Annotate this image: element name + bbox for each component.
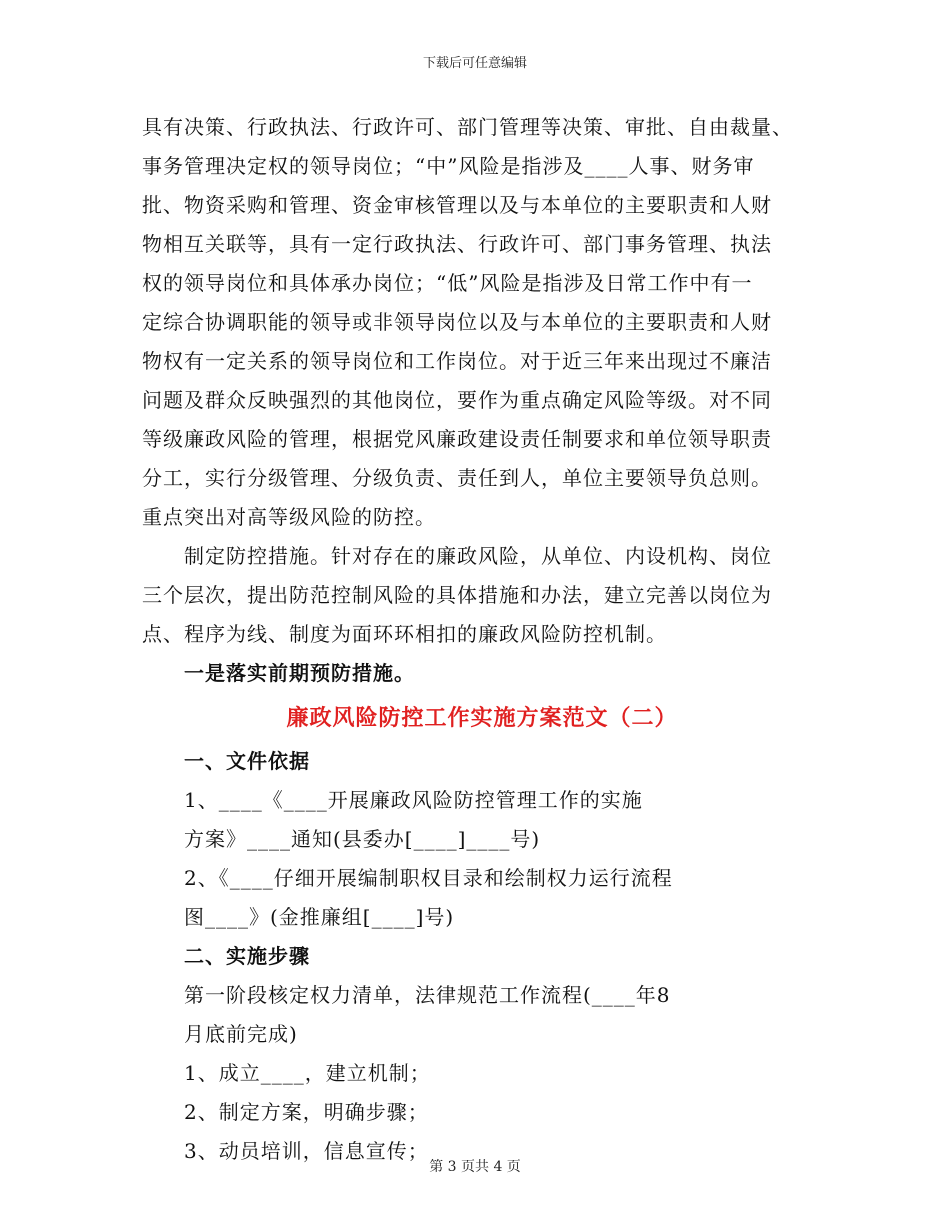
paragraph-line: 三个层次，提出防范控制风险的具体措施和办法，建立完善以岗位为 (142, 583, 772, 607)
step-item: 2、制定方案，明确步骤； (184, 1100, 429, 1124)
paragraph-line: 权的领导岗位和具体承办岗位；“低”风险是指涉及日常工作中有一 (142, 271, 753, 295)
reference-item: 2、《____仔细开展编制职权目录和绘制权力运行流程 (184, 866, 673, 890)
page-footer: 第 3 页共 4 页 (429, 1159, 521, 1175)
step-item: 3、动员培训，信息宣传； (184, 1139, 429, 1163)
paragraph-line: 分工，实行分级管理、分级负责、责任到人，单位主要领导负总则。 (142, 466, 772, 490)
paragraph-line: 等级廉政风险的管理，根据党风廉政建设责任制要求和单位领导职责 (142, 427, 772, 451)
paragraph-line: 问题及群众反映强烈的其他岗位，要作为重点确定风险等级。对不同 (142, 388, 772, 412)
reference-item-continued: 方案》____通知(县委办[____]____号) (184, 827, 541, 851)
paragraph-line: 具有决策、行政执法、行政许可、部门管理等决策、审批、自由裁量、 (142, 115, 793, 139)
paragraph-line: 物相互关联等，具有一定行政执法、行政许可、部门事务管理、执法 (142, 232, 772, 256)
paragraph-line: 定综合协调职能的领导或非领导岗位以及与本单位的主要职责和人财 (142, 310, 772, 334)
document-body (142, 108, 822, 1171)
bold-subheading: 一是落实前期预防措施。 (184, 661, 415, 685)
paragraph-line: 点、程序为线、制度为面环环相扣的廉政风险防控机制。 (142, 622, 667, 646)
stage-line-continued: 月底前完成) (184, 1022, 298, 1046)
stage-line: 第一阶段核定权力清单，法律规范工作流程(____年8 (184, 983, 671, 1007)
paragraph-line: 重点突出对高等级风险的防控。 (142, 505, 436, 529)
section1-heading: 一、文件依据 (184, 749, 310, 773)
section2-heading: 二、实施步骤 (184, 944, 310, 968)
paragraph-line: 制定防控措施。针对存在的廉政风险，从单位、内设机构、岗位 (184, 544, 772, 568)
page-header: 下载后可任意编辑 (422, 56, 527, 71)
section-title: 廉政风险防控工作实施方案范文（二） (286, 705, 678, 731)
step-item: 1、成立____，建立机制； (184, 1061, 431, 1085)
paragraph-line: 批、物资采购和管理、资金审核管理以及与本单位的主要职责和人财 (142, 193, 772, 217)
paragraph-line: 事务管理决定权的领导岗位；“中”风险是指涉及____人事、财务审 (142, 154, 755, 178)
reference-item-continued: 图____》(金推廉组[____]号) (184, 905, 455, 929)
paragraph-line: 物权有一定关系的领导岗位和工作岗位。对于近三年来出现过不廉洁 (142, 349, 772, 373)
reference-item: 1、____《____开展廉政风险防控管理工作的实施 (184, 788, 643, 812)
